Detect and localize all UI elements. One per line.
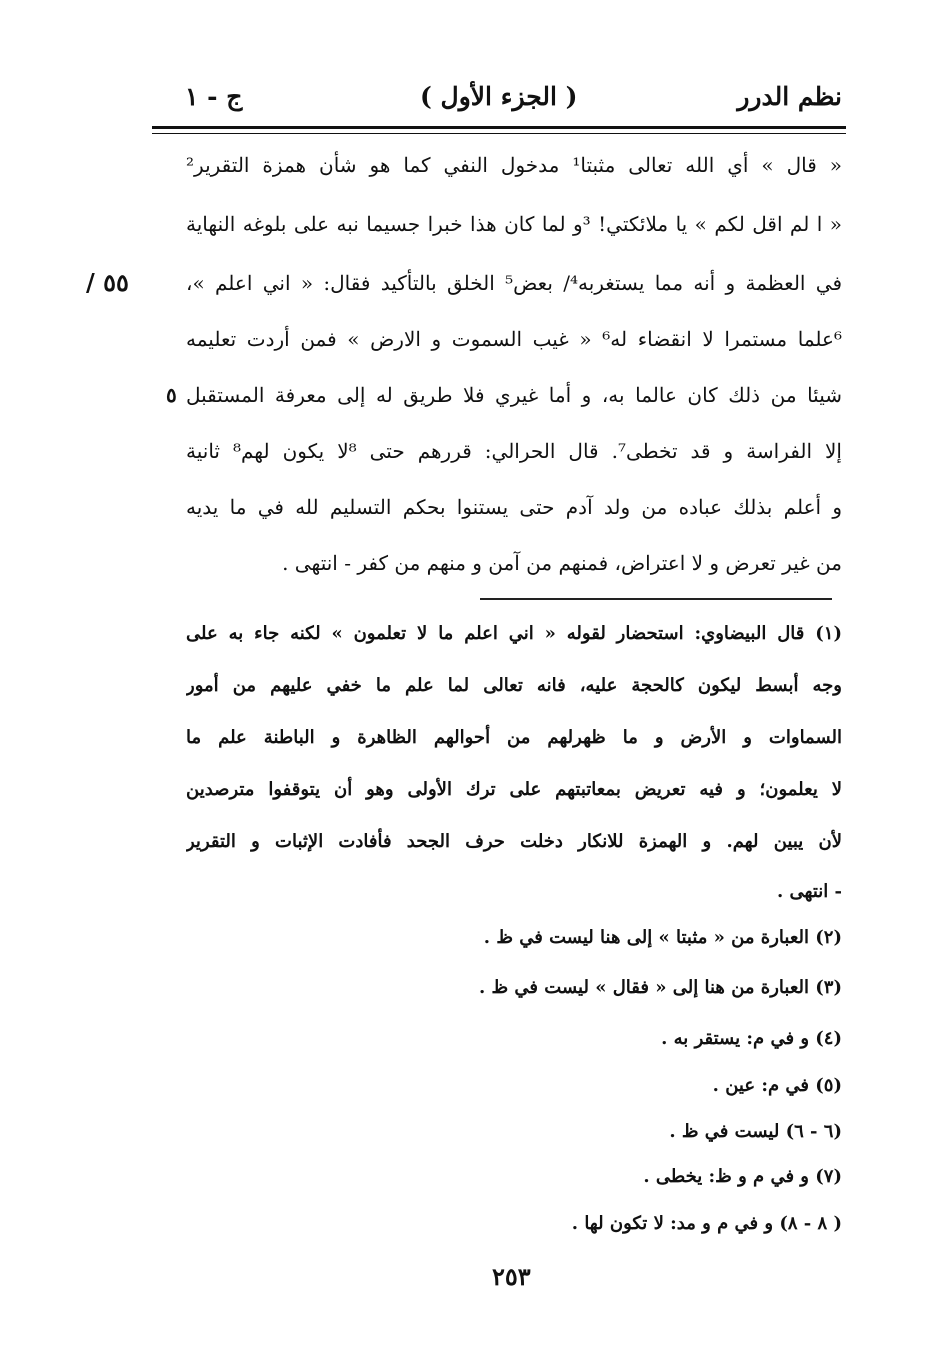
- text-line: إلا الفراسة و قد تخطى⁷. قال الحرالي: قررهم حتى ⁸لا يكون لهم⁸ ثانية: [186, 439, 842, 463]
- footnote-line: (١) قال البيضاوي: استحضار لقوله « اني اعلم ما لا تعلمون » لكنه جاء به على: [186, 623, 842, 644]
- text-line: شيئا من ذلك كان عالما به، و أما غيري فلا طريق له إلى معرفة المستقبل: [186, 383, 842, 407]
- footnote-item: (٥) في م: عين .: [712, 1075, 842, 1096]
- footnote-line: وجه أبسط ليكون كالحجة عليه، فانه تعالى لما علم ما خفي عليهم من أمور: [186, 675, 842, 696]
- footnote-item: ( ٨ - ٨) و في م و مد: لا تكون لها .: [571, 1213, 842, 1234]
- footnote-item: (٧) و في م و ظ: يخطى .: [643, 1166, 842, 1187]
- line-number-marker: ٥: [166, 383, 177, 407]
- footnote-line: لا يعلمون؛ و فيه تعريض بمعاتبتهم على ترك الأولى وهو أن يتوقفوا مترصدين: [186, 779, 842, 800]
- footnote-line: السماوات و الأرض و ما ظهرلهم من أحوالهم الظاهرة و الباطنة علم ما: [186, 727, 842, 748]
- footnote-line: - انتهى .: [776, 881, 842, 902]
- footnote-line: لأن يبين لهم. و الهمزة للانكار دخلت حرف الجحد فأفادت الإثبات و التقرير: [186, 831, 842, 852]
- header-rule-thin: [152, 133, 846, 134]
- footnote-item: (٣) العبارة من هنا إلى « فقال » ليست في ظ .: [478, 977, 842, 998]
- footnote-item: (٤) و في م: يستقر به .: [661, 1028, 842, 1049]
- footnote-item: (٢) العبارة من « مثبتا » إلى هنا ليست في ظ .: [483, 927, 842, 948]
- text-line: و أعلم بذلك عباده من ولد آدم حتى يستنوا بحكم التسليم لله في ما يديه: [186, 495, 842, 519]
- text-line: من غير تعرض و لا اعتراض، فمنهم من آمن و منهم من كفر - انتهى .: [282, 551, 842, 575]
- running-title: نظم الدرر: [737, 82, 842, 111]
- text-line: ⁶علما مستمرا لا انقضاء له⁶ « غيب السموت و الارض » فمن أردت تعليمه: [186, 327, 842, 351]
- footnote-separator: [480, 598, 832, 600]
- header-rule-thick: [152, 126, 846, 129]
- part-number: ج - ١: [185, 82, 243, 111]
- page-number: ٢٥٣: [492, 1262, 531, 1291]
- volume-label: ( الجزء الأول ): [420, 82, 578, 111]
- text-line: في العظمة و أنه مما يستغربه⁴/ بعض⁵ الخلق بالتأكيد فقال: « اني اعلم »،: [186, 271, 842, 295]
- text-line: « ا لم اقل لكم » يا ملائكتي! ³و لما كان هذا خبرا جسيما نبه على بلوغه النهاية: [186, 212, 842, 236]
- footnote-item: (٦ - ٦) ليست في ظ .: [669, 1121, 842, 1142]
- manuscript-folio-marker: ٥٥ /: [86, 268, 129, 297]
- text-line: « قال » أي الله تعالى مثبتا¹ مدخول النفي كما هو شأن همزة التقرير²: [186, 153, 842, 177]
